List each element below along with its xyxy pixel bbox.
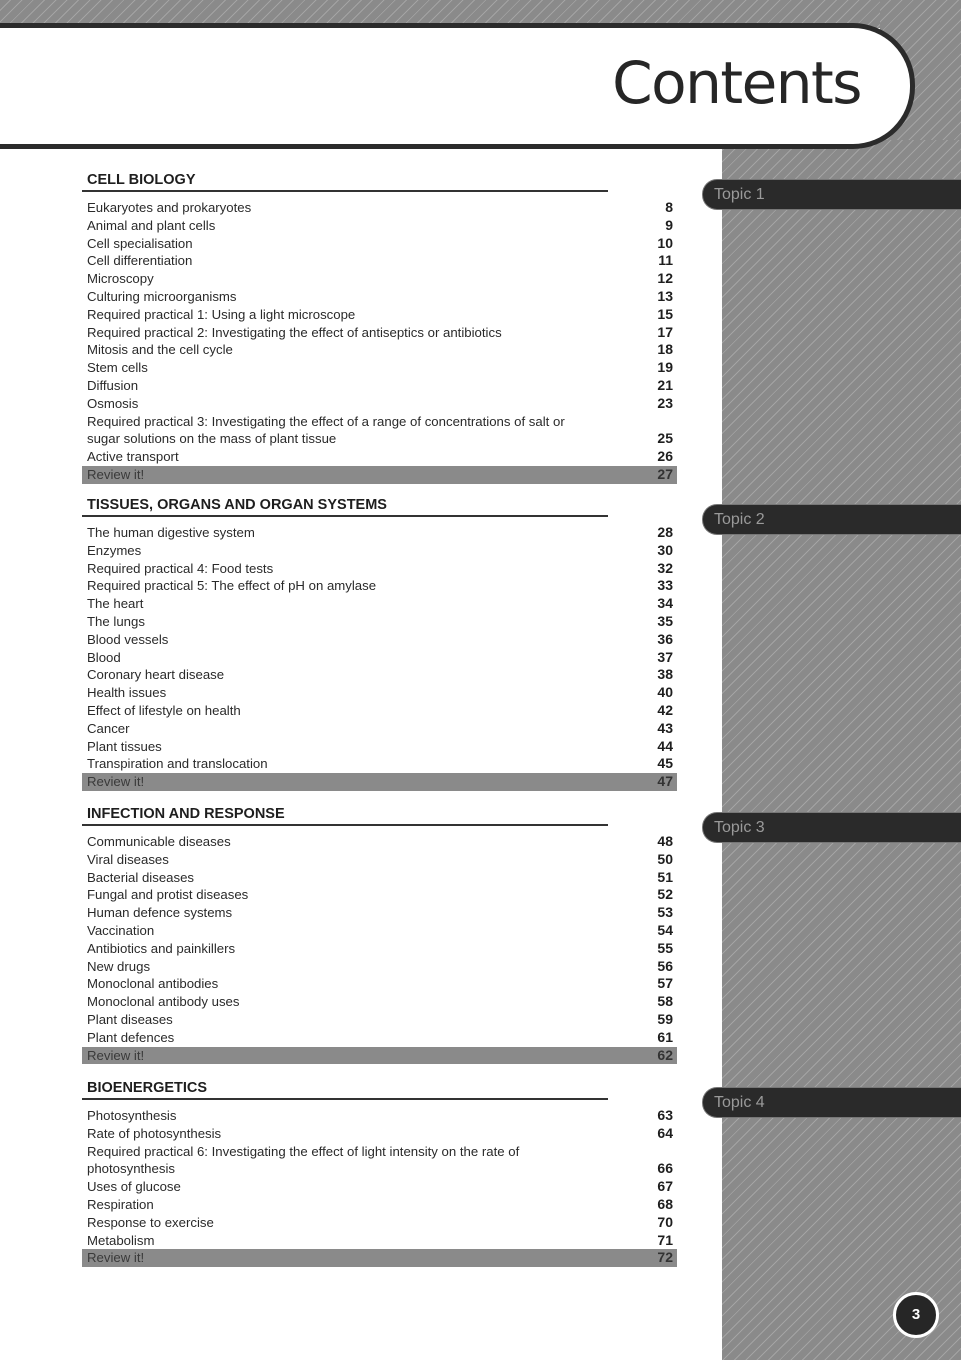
toc-entry[interactable] [82,684,677,702]
entry-title: Health issues [87,685,167,701]
entry-page-number: 51 [657,868,673,885]
toc-entry[interactable] [82,904,677,922]
review-it-row[interactable] [82,1249,677,1267]
toc-entry[interactable] [82,702,677,720]
entry-title: Culturing microorganisms [87,288,237,304]
entry-page-number: 66 [657,1160,673,1177]
entry-page-number: 58 [657,993,673,1010]
toc-entry[interactable] [82,1214,677,1232]
section-heading: BIOENERGETICS [82,1080,608,1100]
toc-entry[interactable] [82,993,677,1011]
entry-title: Review it! [87,466,145,482]
review-it-row[interactable] [82,1047,677,1065]
entry-title: Vaccination [87,922,155,938]
entry-page-number: 64 [657,1124,673,1141]
entry-page-number: 12 [657,270,673,287]
toc-entry[interactable] [82,560,677,578]
toc-entry[interactable] [82,288,677,306]
toc-entry[interactable] [82,413,677,449]
toc-section [82,1080,677,1267]
entry-title: Plant tissues [87,738,162,754]
entry-page-number: 59 [657,1010,673,1027]
toc-entry[interactable] [82,341,677,359]
toc-entry[interactable] [82,738,677,756]
entry-title: Photosynthesis [87,1108,177,1123]
entry-page-number: 53 [657,904,673,921]
toc-entry[interactable] [82,1107,677,1125]
entry-page-number: 63 [657,1107,673,1123]
toc-entry[interactable] [82,217,677,235]
entry-title: The human digestive system [87,525,255,540]
entry-title: Microscopy [87,271,154,287]
entry-page-number: 17 [657,323,673,340]
entry-title: Cancer [87,720,130,736]
toc-entry[interactable] [82,395,677,413]
entry-page-number: 61 [657,1028,673,1045]
entry-title: Response to exercise [87,1214,214,1230]
entry-page-number: 52 [657,886,673,903]
topic-tab[interactable]: Topic 4 [703,1088,961,1117]
entry-title: Stem cells [87,360,148,376]
toc-entry[interactable] [82,975,677,993]
entry-page-number: 50 [657,850,673,867]
entry-page-number: 42 [657,701,673,718]
toc-entry[interactable] [82,1196,677,1214]
entry-title: Review it! [87,1047,145,1063]
entry-page-number: 54 [657,921,673,938]
entry-title: Animal and plant cells [87,217,216,233]
entry-title: Required practical 4: Food tests [87,560,274,576]
toc-entry[interactable] [82,649,677,667]
toc-entry[interactable] [82,577,677,595]
toc-entry[interactable] [82,869,677,887]
entry-title: Plant defences [87,1029,175,1045]
entry-page-number: 8 [665,199,673,215]
toc-entry[interactable] [82,1178,677,1196]
entry-title: Required practical 1: Using a light microscope [87,306,356,322]
entry-title: Required practical 5: The effect of pH on amylase [87,578,377,594]
topic-sidebar [722,140,961,1360]
entry-page-number: 33 [657,577,673,594]
entry-title: Active transport [87,449,179,465]
entry-page-number: 38 [657,666,673,683]
entry-title: Blood [87,649,121,665]
entry-page-number: 15 [657,305,673,322]
entry-page-number: 11 [658,252,673,269]
entry-title: Plant diseases [87,1011,173,1027]
toc-entry[interactable] [82,270,677,288]
entry-page-number: 23 [657,394,673,411]
entry-page-number: 55 [657,939,673,956]
entry-title: Diffusion [87,377,139,393]
review-it-row[interactable] [82,466,677,484]
entry-page-number: 43 [657,719,673,736]
entry-title: Blood vessels [87,631,169,647]
toc-entry[interactable] [82,252,677,270]
entry-title: Required practical 6: Investigating the effect of light intensity on the rate of photosynthesis [87,1143,520,1177]
entry-page-number: 68 [657,1195,673,1212]
toc-entry[interactable] [82,595,677,613]
toc-entry[interactable] [82,958,677,976]
entry-page-number: 18 [657,341,673,358]
entry-page-number: 25 [657,430,673,447]
entry-page-number: 44 [657,737,673,754]
entry-title: New drugs [87,958,151,974]
entry-page-number: 45 [657,755,673,772]
entry-title: Cell specialisation [87,235,193,251]
entry-title: The lungs [87,613,145,629]
topic-tab[interactable]: Topic 3 [703,813,961,842]
toc-entry[interactable] [82,940,677,958]
entry-title: Osmosis [87,395,139,411]
entry-title: Bacterial diseases [87,869,195,885]
toc-entry[interactable] [82,631,677,649]
toc-entry[interactable] [82,542,677,560]
entry-title: Monoclonal antibodies [87,976,219,992]
toc-entry[interactable] [82,1011,677,1029]
toc-entry[interactable] [82,199,677,217]
entry-title: Required practical 2: Investigating the effect of antiseptics or antibiotics [87,324,502,340]
entry-title: Rate of photosynthesis [87,1125,222,1141]
entry-title: Coronary heart disease [87,667,225,683]
entry-page-number: 35 [657,612,673,629]
toc-entry[interactable] [82,448,677,466]
entry-page-number: 34 [657,595,673,612]
review-it-row[interactable] [82,773,677,791]
entry-title: Communicable diseases [87,834,231,849]
entry-page-number: 30 [657,541,673,558]
entry-page-number: 48 [657,833,673,849]
entry-page-number: 71 [657,1231,673,1248]
entry-title: Antibiotics and painkillers [87,940,236,956]
entry-page-number: 19 [657,359,673,376]
entry-title: Uses of glucose [87,1179,181,1195]
entry-title: Mitosis and the cell cycle [87,342,233,358]
toc-entry[interactable] [82,359,677,377]
toc-entry[interactable] [82,377,677,395]
toc-entry[interactable] [82,1125,677,1143]
entry-title: Respiration [87,1196,154,1212]
section-heading: TISSUES, ORGANS AND ORGAN SYSTEMS [82,497,608,517]
toc-entry[interactable] [82,306,677,324]
toc-entry[interactable] [82,1143,677,1179]
toc-entry[interactable] [82,922,677,940]
entry-title: Transpiration and translocation [87,756,268,772]
topic-tab[interactable]: Topic 2 [703,505,961,534]
entry-page-number: 10 [657,234,673,251]
toc-entry[interactable] [82,1232,677,1250]
toc-entry[interactable] [82,524,677,542]
entry-title: Effect of lifestyle on health [87,702,241,718]
toc-entry[interactable] [82,755,677,773]
entry-page-number: 67 [657,1178,673,1195]
entry-page-number: 13 [657,287,673,304]
entry-title: Enzymes [87,542,142,558]
entry-title: Review it! [87,1250,145,1266]
entry-title: Human defence systems [87,905,233,921]
toc-entry[interactable] [82,851,677,869]
entry-title: Cell differentiation [87,253,193,269]
toc-entry[interactable] [82,886,677,904]
entry-title: Fungal and protist diseases [87,887,249,903]
entry-page-number: 47 [657,773,673,790]
section-heading: INFECTION AND RESPONSE [82,806,608,826]
entry-page-number: 56 [657,957,673,974]
entry-page-number: 37 [657,648,673,665]
entry-page-number: 72 [657,1249,673,1266]
entry-page-number: 26 [657,448,673,465]
toc-entry[interactable] [82,666,677,684]
toc-entry[interactable] [82,720,677,738]
topic-tab[interactable]: Topic 1 [703,180,961,209]
page-title: Contents [612,49,861,117]
entry-title: The heart [87,596,144,612]
toc-entry[interactable] [82,613,677,631]
entry-page-number: 40 [657,684,673,701]
entry-title: Eukaryotes and prokaryotes [87,200,252,215]
toc-section [82,172,677,484]
entry-page-number: 9 [665,216,673,233]
entry-page-number: 62 [657,1046,673,1063]
toc-section [82,806,677,1064]
entry-page-number: 57 [657,975,673,992]
entry-page-number: 70 [657,1213,673,1230]
toc-entry[interactable] [82,833,677,851]
entry-title: Metabolism [87,1232,155,1248]
entry-title: Viral diseases [87,851,169,867]
entry-page-number: 21 [657,376,673,393]
entry-title: Review it! [87,774,145,790]
toc-entry[interactable] [82,324,677,342]
entry-title: Monoclonal antibody uses [87,994,240,1010]
entry-page-number: 27 [657,465,673,482]
entry-title: Required practical 3: Investigating the effect of a range of concentrations of salt or sugar solutions on the mass of plant tissue [87,413,565,447]
entry-page-number: 28 [657,524,673,540]
toc-entry[interactable] [82,1029,677,1047]
section-heading: CELL BIOLOGY [82,172,608,192]
toc-entry[interactable] [82,235,677,253]
entry-page-number: 36 [657,630,673,647]
entry-page-number: 32 [657,559,673,576]
page-number-badge: 3 [893,1292,939,1338]
toc-section [82,497,677,791]
